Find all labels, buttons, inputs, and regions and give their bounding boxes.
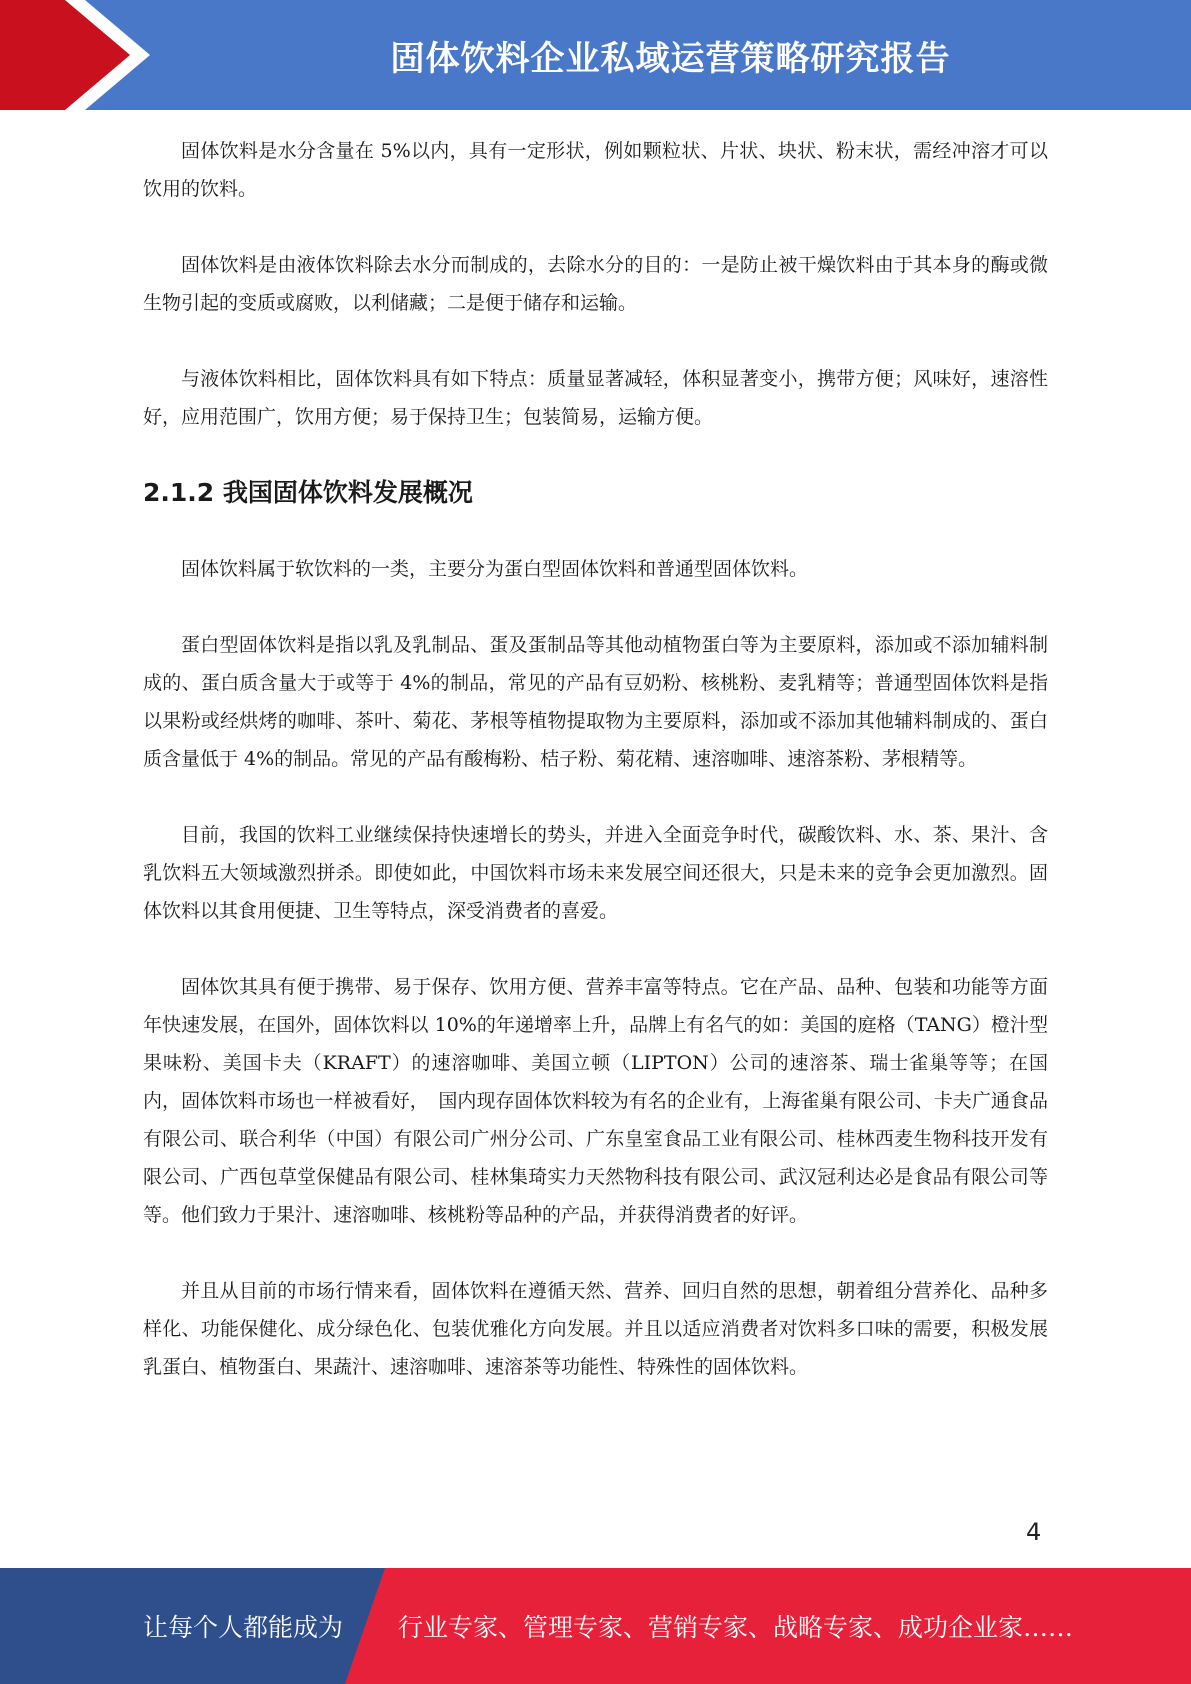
paragraph: 固体饮料是由液体饮料除去水分而制成的，去除水分的目的：一是防止被干燥饮料由于其本身的酶或微生物引起的变质或腐败，以利储藏；二是便于储存和运输。 <box>143 254 1048 314</box>
paragraph: 蛋白型固体饮料是指以乳及乳制品、蛋及蛋制品等其他动植物蛋白等为主要原料，添加或不添加辅料制成的、蛋白质含量大于或等于 4%的制品，常见的产品有豆奶粉、核桃粉、麦乳精等；普通型固体饮料是指以果粉或经烘烤的咖啡、茶叶、菊花、茅根等植物提取物为主要原料，添加或不添加其他辅料制成的、蛋白质含量低于 4%的制品。常见的产品有酸梅粉、桔子粉、菊花精、速溶咖啡、速溶茶粉、茅根精等。 <box>143 634 1048 770</box>
paragraph: 与液体饮料相比，固体饮料具有如下特点：质量显著减轻，体积显著变小，携带方便；风味好，速溶性好，应用范围广，饮用方便；易于保持卫生；包装简易，运输方便。 <box>143 368 1048 428</box>
page-content <box>143 132 1048 1424</box>
paragraph: 并且从目前的市场行情来看，固体饮料在遵循天然、营养、回归自然的思想，朝着组分营养化、品种多样化、功能保健化、成分绿色化、包装优雅化方向发展。并且以适应消费者对饮料多口味的需要，积极发展乳蛋白、植物蛋白、果蔬汁、速溶咖啡、速溶茶等功能性、特殊性的固体饮料。 <box>143 1280 1048 1378</box>
paragraph: 固体饮其具有便于携带、易于保存、饮用方便、营养丰富等特点。它在产品、品种、包装和功能等方面年快速发展，在国外，固体饮料以 10%的年递增率上升，品牌上有名气的如：美国的庭格（TANG）橙汁型果味粉、美国卡夫（KRAFT）的速溶咖啡、美国立顿（LIPTON）公司的速溶茶、瑞士雀巢等等；在国内，固体饮料市场也一样被看好， 国内现存固体饮料较为有名的企业有，上海雀巢有限公司、卡夫广通食品有限公司、联合利华（中国）有限公司广州分公司、广东皇室食品工业有限公司、桂林西麦生物科技开发有限公司、广西包草堂保健品有限公司、桂林集琦实力天然物科技有限公司、武汉冠利达必是食品有限公司等等。他们致力于果汁、速溶咖啡、核桃粉等品种的产品，并获得消费者的好评。 <box>143 976 1048 1226</box>
footer-slogan-right: 行业专家、管理专家、营销专家、战略专家、成功企业家…… <box>398 1613 1074 1642</box>
paragraph: 固体饮料是水分含量在 5%以内，具有一定形状，例如颗粒状、片状、块状、粉末状，需经冲溶才可以饮用的饮料。 <box>143 140 1048 200</box>
report-title: 固体饮料企业私域运营策略研究报告 <box>390 38 951 79</box>
paragraph: 固体饮料属于软饮料的一类，主要分为蛋白型固体饮料和普通型固体饮料。 <box>181 558 809 580</box>
footer-slogan-left: 让每个人都能成为 <box>143 1613 344 1642</box>
header-arrow-icon <box>0 0 150 110</box>
paragraph: 目前，我国的饮料工业继续保持快速增长的势头，并进入全面竞争时代，碳酸饮料、水、茶、果汁、含乳饮料五大领域激烈拼杀。即使如此，中国饮料市场未来发展空间还很大，只是未来的竞争会更加激烈。固体饮料以其食用便捷、卫生等特点，深受消费者的喜爱。 <box>143 824 1048 922</box>
page-header <box>0 0 1191 110</box>
section-heading: 2.1.2 我国固体饮料发展概况 <box>143 478 473 507</box>
page-footer <box>0 1568 1191 1684</box>
page-number: 4 <box>1026 1518 1042 1546</box>
